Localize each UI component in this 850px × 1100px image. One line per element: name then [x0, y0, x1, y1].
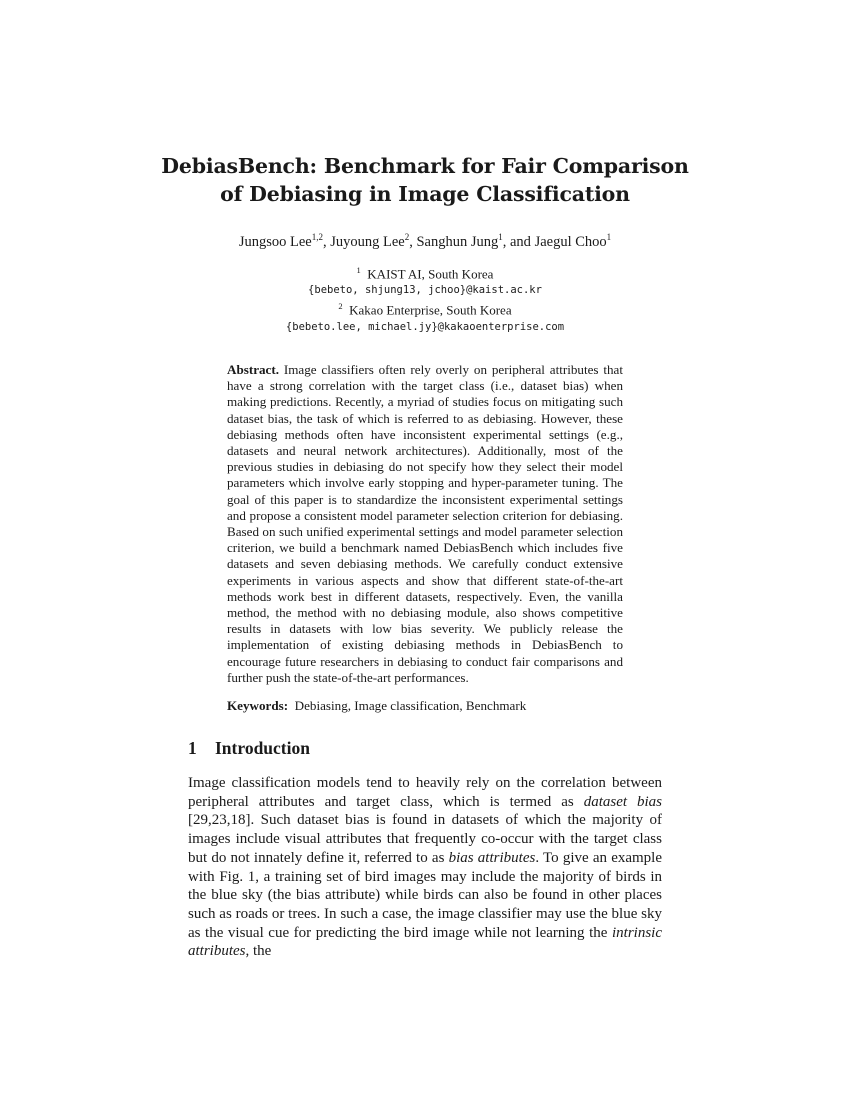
author	[535, 234, 612, 250]
affil-mark: 1	[356, 265, 361, 275]
abstract-label: Abstract.	[227, 362, 279, 377]
author-list	[150, 232, 700, 251]
section-title: Introduction	[215, 738, 310, 758]
intro-text: Image classification models tend to heavily rely on the correlation between peripheral attributes and target class, which is termed as	[188, 775, 662, 810]
abstract-text: Image classifiers often rely overly on peripheral attributes that have a strong correlation with the target class (i.e., dataset bias) when making predictions. Recently, a myriad of studies focus on mitigating such dataset bias, the task of which is referred to as debiasing. However, these debiasing methods often have inconsistent experimental settings (e.g., datasets and neural network architectures). Additionally, most of the previous studies in debiasing do not specify how they select their model parameters which involve early stopping and hyper-parameter tuning. The goal of this paper is to standardize the inconsistent experimental settings and propose a consistent model parameter selection criterion for debiasing. Based on such unified experimental settings and model parameter selection criterion, we build a benchmark named DebiasBench which includes five datasets and seven debiasing methods. We carefully conduct extensive experiments in various aspects and show that different state-of-the-art methods work best in different datasets, respectively. Even, the vanilla method, the method with no debiasing module, also shows competitive results in datasets with low bias severity. We publicly release the implementation of existing debiasing methods in DebiasBench to encourage future researchers in debiasing to conduct fair comparisons and further push the state-of-the-art performances.	[227, 362, 623, 685]
affil-mark: 2	[338, 301, 343, 312]
affiliation-email: {bebeto, shjung13, jchoo}@kaist.ac.kr	[308, 284, 542, 297]
author-name: Sanghun Jung	[416, 233, 499, 250]
author-affil-mark: 1	[606, 232, 612, 242]
author	[330, 234, 416, 250]
affiliation-line	[150, 262, 700, 282]
author-affil-mark: 2	[404, 232, 410, 242]
affiliations	[150, 262, 700, 335]
intro-text: . To give an example with Fig. 1, a training set of bird images may include the majority of birds in the blue sky (the bias attribute) while birds can also be found in other places such as roads or trees. In such a case, the image classifier may use the blue sky as the visual cue for predicting the bird image while not learning the	[188, 849, 662, 941]
affiliation-email: {bebeto.lee, michael.jy}@kakaoenterprise.com	[285, 320, 565, 333]
intro-text: , the	[245, 943, 272, 960]
author-affil-mark: 1,2	[311, 232, 323, 242]
author-name: Jungsoo Lee	[238, 233, 312, 250]
author-name: Juyoung Lee	[330, 233, 405, 250]
keywords	[227, 698, 623, 714]
paper-title: DebiasBench: Benchmark for Fair Comparison of Debiasing in Image Classification	[161, 154, 689, 206]
intro-paragraph	[188, 774, 662, 961]
intro-emphasis: bias attributes	[448, 849, 536, 866]
section-heading	[188, 738, 662, 759]
affiliation-line	[150, 298, 700, 318]
author-separator: ,	[322, 233, 331, 250]
intro-emphasis: intrinsic attributes	[188, 924, 662, 960]
intro-emphasis: dataset bias	[583, 793, 663, 810]
author-separator: ,	[409, 233, 417, 250]
author-separator: , and	[502, 233, 535, 250]
section-number: 1	[188, 738, 197, 758]
author	[239, 234, 330, 250]
affiliation-name: Kakao Enterprise, South Korea	[349, 302, 512, 318]
author-name: Jaegul Choo	[534, 233, 607, 250]
abstract	[227, 362, 623, 686]
author-affil-mark: 1	[498, 232, 503, 242]
keywords-text: Debiasing, Image classification, Benchmark	[294, 698, 527, 713]
intro-text: [29,23,18]. Such dataset bias is found in datasets of which the majority of images include visual attributes that frequently co-occur with the target class but do not innately define it, referred to as	[188, 812, 662, 866]
keywords-label: Keywords:	[227, 698, 289, 713]
affiliation-name: KAIST AI, South Korea	[367, 266, 494, 282]
author	[416, 234, 534, 250]
